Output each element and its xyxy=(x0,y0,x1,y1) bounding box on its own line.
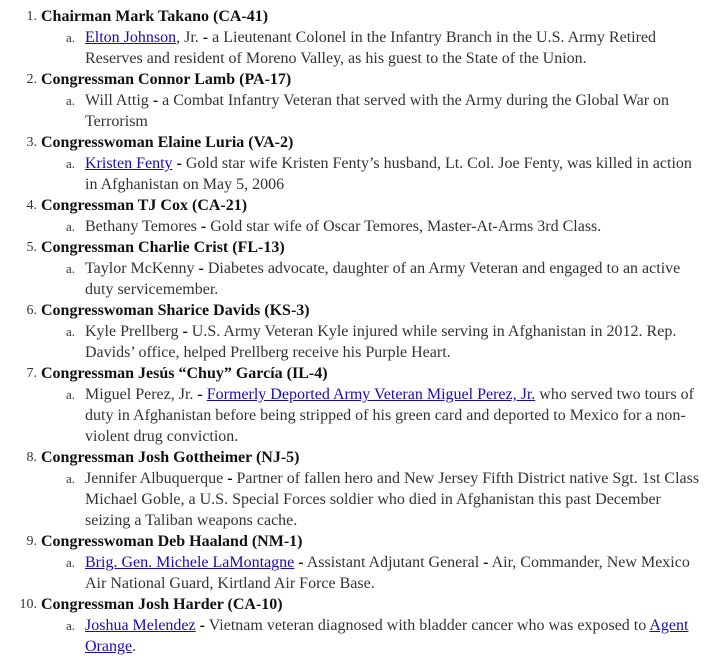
guest-description: Gold star wife Kristen Fenty’s husband, Lt. Col. Joe Fenty, was killed in action in Afghanistan on May 5, 2006 xyxy=(85,155,692,193)
separator: - xyxy=(202,29,209,46)
guest-name: Taylor McKenny xyxy=(85,260,195,277)
sub-letter: a. xyxy=(66,387,76,402)
sub-letter: a. xyxy=(66,261,76,276)
guest-description: Air, Commander, New Mexico Air National Guard, Kirtland Air Force Base. xyxy=(85,554,690,592)
guest-entry xyxy=(41,468,715,531)
guest-entry xyxy=(41,90,715,132)
separator: - xyxy=(182,323,188,340)
item-number: 5. xyxy=(26,240,37,255)
member-name: Congressman Jesús “Chuy” García (IL-4) xyxy=(41,365,328,382)
member-name: Congresswoman Sharice Davids (KS-3) xyxy=(41,302,310,319)
list-item xyxy=(0,195,715,237)
guest-entry xyxy=(41,27,715,69)
item-number: 2. xyxy=(26,72,37,87)
separator: - xyxy=(199,617,205,634)
item-number: 6. xyxy=(26,303,37,318)
item-number: 3. xyxy=(26,135,37,150)
guest-description: Vietnam veteran diagnosed with bladder cancer who was exposed to xyxy=(208,617,647,634)
sub-letter: a. xyxy=(66,30,76,45)
guest-description: Partner of fallen hero and New Jersey Fifth District native Sgt. 1st Class Michael Goble, a U.S. Special Forces soldier who died in Afghanistan this past December seizing a Taliban weapons cache. xyxy=(85,470,700,529)
guest-entry xyxy=(41,153,715,195)
separator: - xyxy=(197,386,203,403)
sub-letter: a. xyxy=(66,219,76,234)
separator: - xyxy=(198,260,204,277)
item-number: 7. xyxy=(26,366,37,381)
member-name: Congressman TJ Cox (CA-21) xyxy=(41,197,248,214)
guest-entry xyxy=(41,384,715,447)
list-item xyxy=(0,531,715,594)
separator: - xyxy=(298,554,304,571)
guest-title: Assistant Adjutant General xyxy=(306,554,480,571)
separator: - xyxy=(200,218,207,235)
guest-name: Will Attig xyxy=(85,92,149,109)
guest-entry xyxy=(41,321,715,363)
agent-orange-link[interactable]: Agent Orange xyxy=(85,617,689,655)
article-link[interactable]: Formerly Deported Army Veteran Miguel Perez, Jr. xyxy=(206,386,536,403)
member-name: Congressman Josh Harder (CA-10) xyxy=(41,596,283,613)
list-item xyxy=(0,132,715,195)
separator: - xyxy=(152,92,159,109)
list-item xyxy=(0,447,715,531)
item-number: 10. xyxy=(19,597,37,612)
guest-list xyxy=(0,6,715,657)
separator: - xyxy=(176,155,182,172)
sub-letter: a. xyxy=(66,156,76,171)
item-number: 9. xyxy=(26,534,37,549)
guest-description: a Lieutenant Colonel in the Infantry Branch in the U.S. Army Retired Reserves and resident of Moreno Valley, as his guest to the State of the Union. xyxy=(85,29,657,67)
member-name: Congressman Josh Gottheimer (NJ-5) xyxy=(41,449,300,466)
separator: - xyxy=(483,554,489,571)
guest-entry xyxy=(41,216,715,237)
guest-link[interactable]: Joshua Melendez xyxy=(85,617,196,634)
item-number: 8. xyxy=(26,450,37,465)
guest-link[interactable]: Kristen Fenty xyxy=(85,155,173,172)
guest-link[interactable]: Brig. Gen. Michele LaMontagne xyxy=(85,554,295,571)
guest-name: Kyle Prellberg xyxy=(85,323,179,340)
guest-link[interactable]: Elton Johnson xyxy=(85,29,177,46)
end-punctuation: . xyxy=(132,638,137,655)
sub-letter: a. xyxy=(66,324,76,339)
sub-letter: a. xyxy=(66,618,76,633)
member-name: Congresswoman Elaine Luria (VA-2) xyxy=(41,134,294,151)
list-item xyxy=(0,237,715,300)
guest-suffix: , Jr. xyxy=(176,29,199,46)
guest-entry xyxy=(41,552,715,594)
list-item xyxy=(0,6,715,69)
sub-letter: a. xyxy=(66,93,76,108)
member-name: Chairman Mark Takano (CA-41) xyxy=(41,8,269,25)
guest-description: Diabetes advocate, daughter of an Army Veteran and engaged to an active duty servicemember. xyxy=(85,260,681,298)
separator: - xyxy=(227,470,233,487)
member-name: Congressman Connor Lamb (PA-17) xyxy=(41,71,292,88)
list-item xyxy=(0,300,715,363)
list-item xyxy=(0,69,715,132)
guest-name: Miguel Perez, Jr. xyxy=(85,386,194,403)
guest-name: Bethany Temores xyxy=(85,218,197,235)
member-name: Congressman Charlie Crist (FL-13) xyxy=(41,239,285,256)
guest-description: a Combat Infantry Veteran that served with the Army during the Global War on Terrorism xyxy=(85,92,670,130)
guest-entry xyxy=(41,258,715,300)
item-number: 4. xyxy=(26,198,37,213)
list-item xyxy=(0,594,715,657)
guest-description: who served two tours of duty in Afghanistan before being stripped of his green card and deported to Mexico for a non-violent drug conviction. xyxy=(85,386,694,445)
member-name: Congresswoman Deb Haaland (NM-1) xyxy=(41,533,303,550)
sub-letter: a. xyxy=(66,471,76,486)
guest-description: Gold star wife of Oscar Temores, Master-At-Arms 3rd Class. xyxy=(210,218,602,235)
guest-description: U.S. Army Veteran Kyle injured while serving in Afghanistan in 2012. Rep. Davids’ office, helped Prellberg receive his Purple Heart. xyxy=(85,323,677,361)
guest-entry xyxy=(41,615,715,657)
list-item xyxy=(0,363,715,447)
sub-letter: a. xyxy=(66,555,76,570)
item-number: 1. xyxy=(26,9,37,24)
guest-name: Jennifer Albuquerque xyxy=(85,470,224,487)
